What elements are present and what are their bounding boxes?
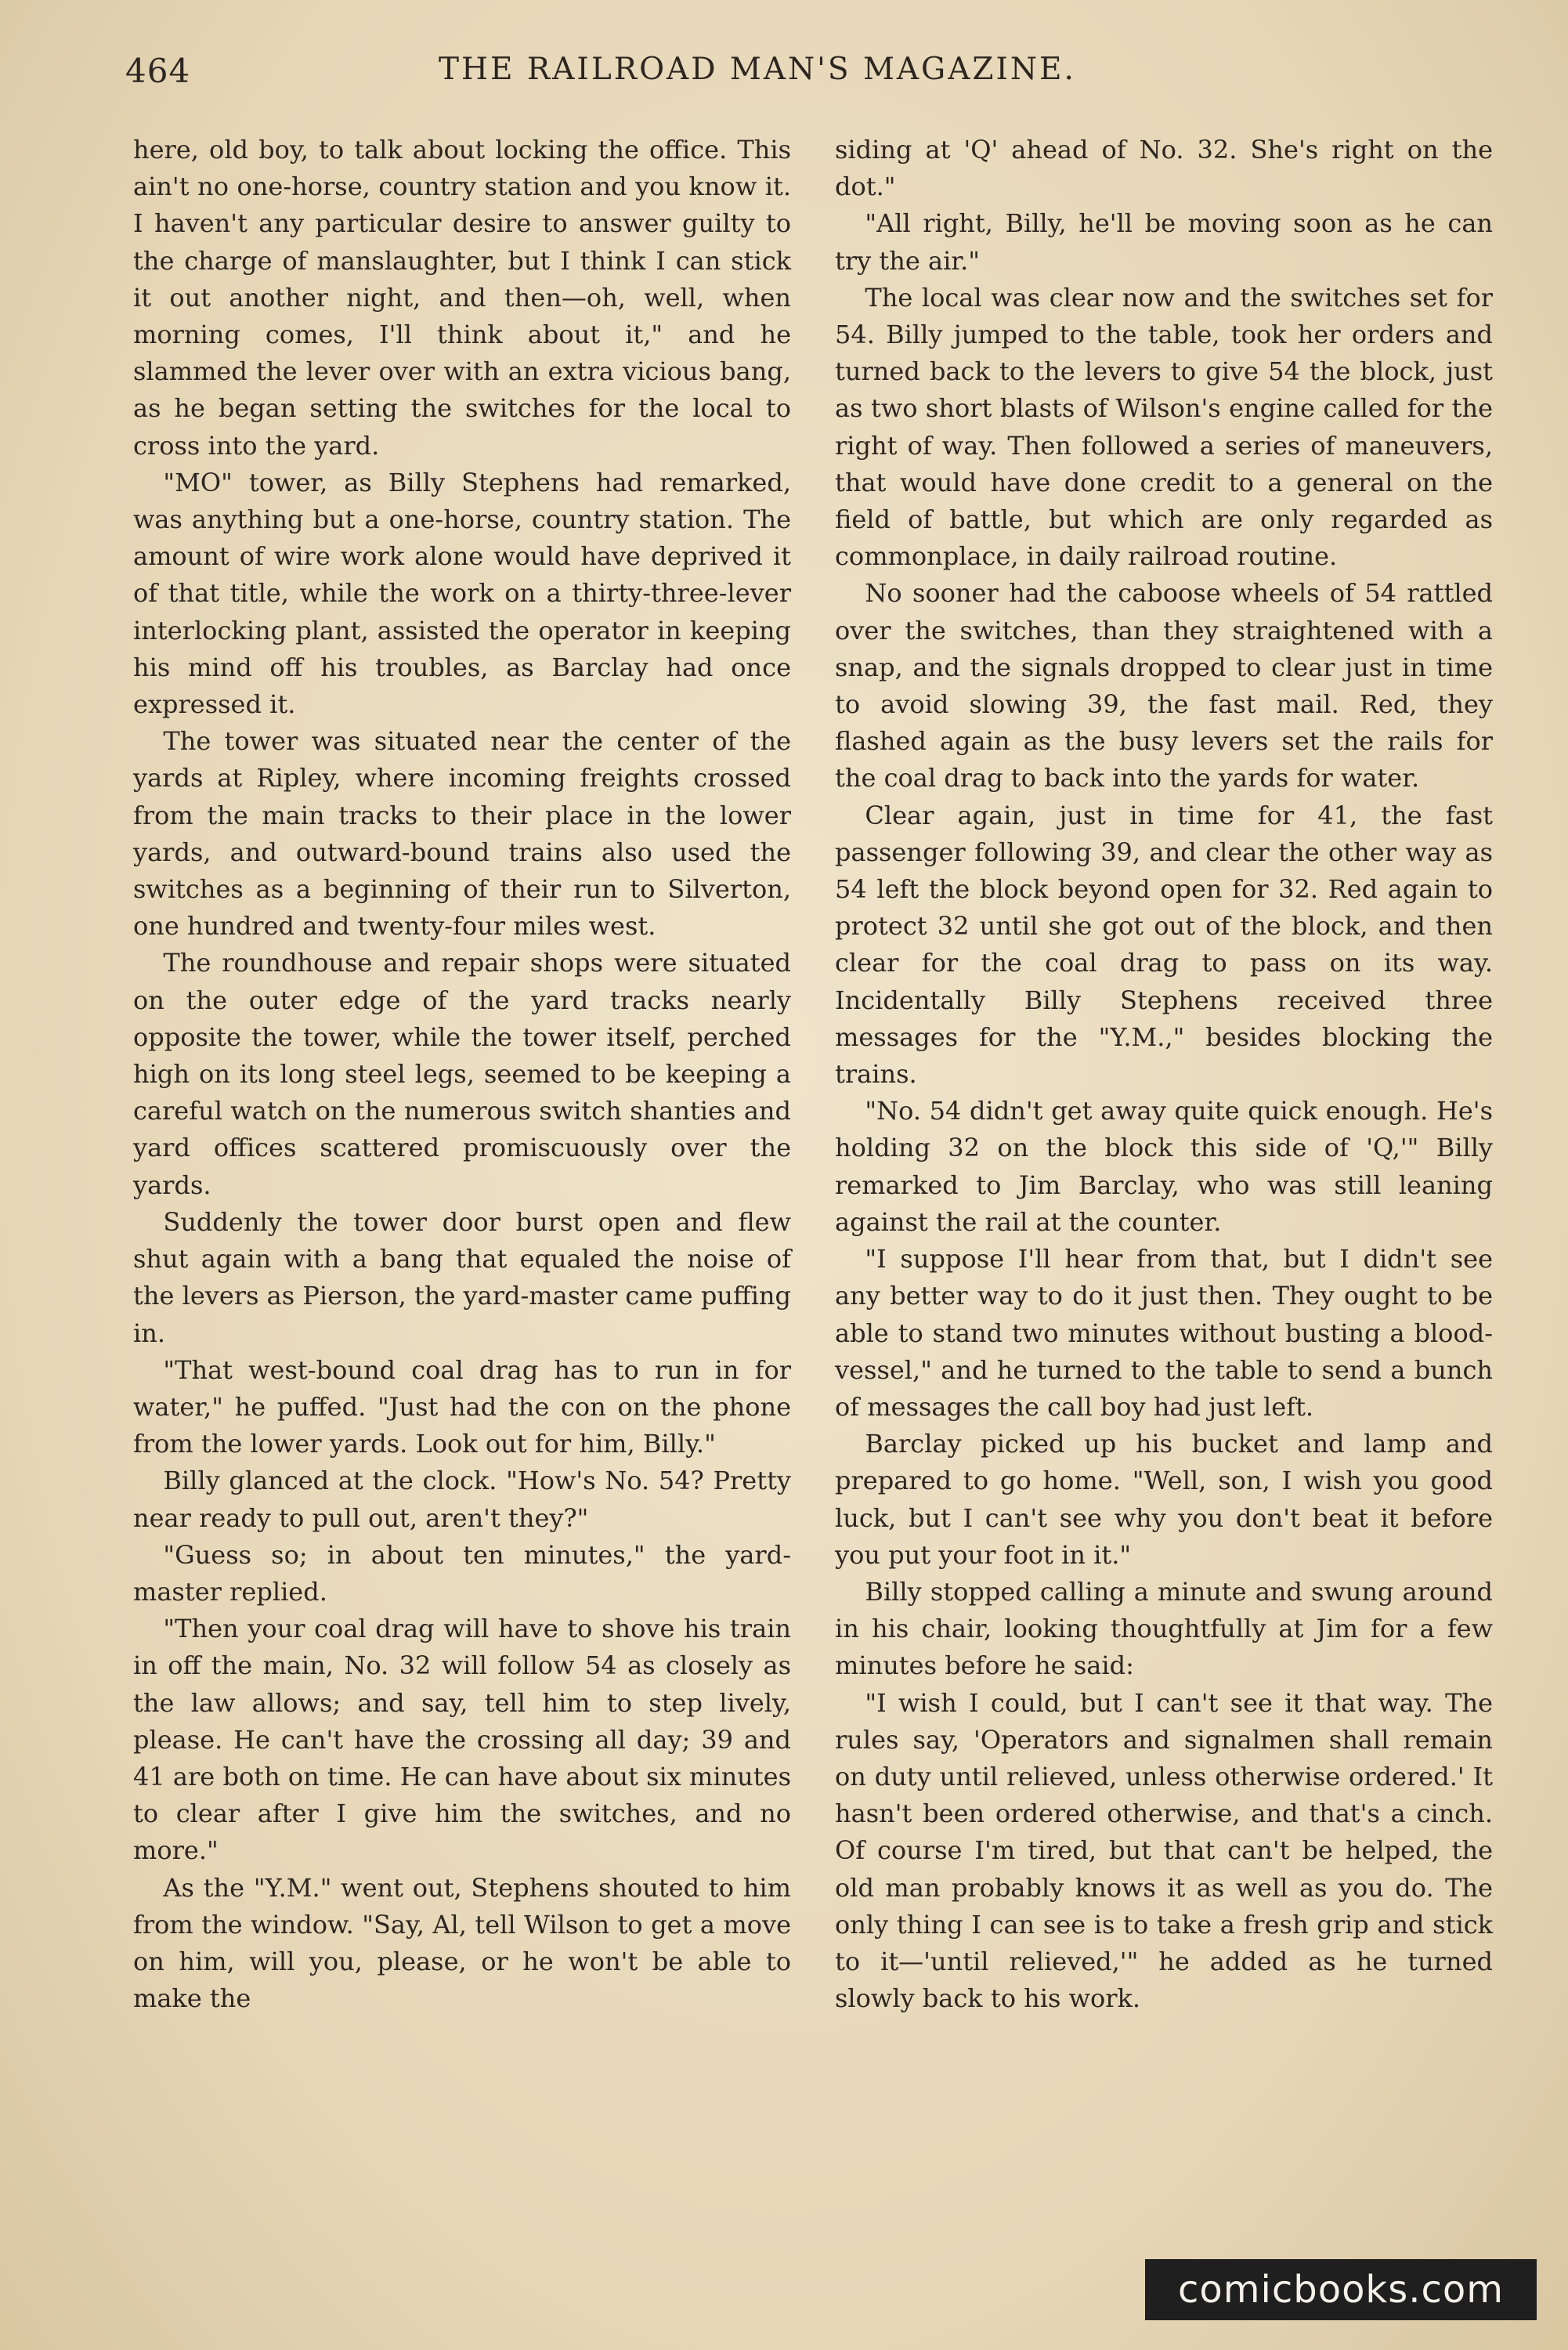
paragraph: Clear again, just in time for 41, the fast passenger following 39, and clear the other way as 54 left the block beyond open for 32. Red again to protect 32 until she got out of the block, and then clear for the coal drag to pass on its way. Incidentally Billy Stephens received three messages for the "Y.M.," besides blocking the trains. bbox=[835, 800, 1493, 1090]
paragraph: "Guess so; in about ten minutes," the yard-master replied. bbox=[133, 1539, 791, 1607]
page-number: 464 bbox=[125, 52, 191, 90]
paragraph: Billy glanced at the clock. "How's No. 54? Pretty near ready to pull out, aren't they?" bbox=[133, 1466, 791, 1533]
paragraph: Suddenly the tower door burst open and flew shut again with a bang that equaled the noise of the levers as Pierson, the yard-master came puffing in. bbox=[133, 1206, 792, 1348]
running-title: THE RAILROAD MAN'S MAGAZINE. bbox=[439, 52, 1076, 87]
paragraph: The tower was situated near the center of the yards at Ripley, where incoming freights crossed from the main tracks to their place in the lower yards, and outward-bound trains also used the switches as a beginning of their run to Silverton, one hundred and twenty-four miles west. bbox=[133, 726, 791, 942]
paragraph: "Then your coal drag will have to shove his train in off the main, No. 32 will follow 54 as closely as the law allows; and say, tell him to step lively, please. He can't have the crossing all day; 39 and 41 are both on time. He can have about six minutes to clear after I give him the switches, and no more." bbox=[133, 1614, 791, 1866]
paragraph: here, old boy, to talk about locking the office. This ain't no one-horse, country station and you know it. I haven't any particular desire to answer guilty to the charge of manslaughter, but I think I can stick it out another night, and then—oh, well, when morning comes, I'll think about it," and he slammed the lever over with an extra vicious bang, as he began setting the switches for the local to cross into the yard. bbox=[133, 135, 791, 461]
paragraph: Billy stopped calling a minute and swung around in his chair, looking thoughtfully at Jim for a few minutes before he said: bbox=[835, 1576, 1493, 1681]
paragraph: The roundhouse and repair shops were situated on the outer edge of the yard tracks nearly opposite the tower, while the tower itself, perched high on its long steel legs, seemed to be keeping a careful watch on the numerous switch shanties and yard offices scattered promiscuously over the yards. bbox=[133, 948, 791, 1200]
paragraph: siding at 'Q' ahead of No. 32. She's right on the dot." bbox=[835, 135, 1493, 202]
paragraph: "That west-bound coal drag has to run in for water," he puffed. "Just had the con on the phone from the lower yards. Look out for him, Billy." bbox=[133, 1354, 791, 1459]
watermark-logo: comicbooks.com bbox=[1145, 2259, 1537, 2320]
paragraph: "I suppose I'll hear from that, but I didn't see any better way to do it just then. They ought to be able to stand two minutes without busting a blood-vessel," and he turned to the table to send a bunch of messages the call boy had just left. bbox=[835, 1244, 1493, 1422]
paragraph: Barclay picked up his bucket and lamp and prepared to go home. "Well, son, I wish you good luck, but I can't see why you don't beat it before you put your foot in it." bbox=[835, 1429, 1493, 1570]
paragraph: "No. 54 didn't get away quite quick enough. He's holding 32 on the block this side of 'Q,'" Billy remarked to Jim Barclay, who was still leaning against the rail at the counter. bbox=[835, 1096, 1493, 1237]
paragraph: "All right, Billy, he'll be moving soon as he can try the air." bbox=[835, 208, 1493, 276]
paragraph: No sooner had the caboose wheels of 54 rattled over the switches, than they straightened with a snap, and the signals dropped to clear just in time to avoid slowing 39, the fast mail. Red, they flashed again as the busy levers set the rails for the coal drag to back into the yards for water. bbox=[835, 578, 1493, 794]
right-column bbox=[835, 132, 1493, 2017]
paragraph: "MO" tower, as Billy Stephens had remarked, was anything but a one-horse, country station. The amount of wire work alone would have deprived it of that title, while the work on a thirty-three-lever interlocking plant, assisted the operator in keeping his mind off his troubles, as Barclay had once expressed it. bbox=[133, 467, 791, 720]
paragraph: The local was clear now and the switches set for 54. Billy jumped to the table, took her orders and turned back to the levers to give 54 the block, just as two short blasts of Wilson's engine called for the right of way. Then followed a series of maneuvers, that would have done credit to a general on the field of battle, but which are only regarded as commonplace, in daily railroad routine. bbox=[835, 282, 1493, 572]
left-column bbox=[133, 132, 791, 2017]
paragraph: As the "Y.M." went out, Stephens shouted to him from the window. "Say, Al, tell Wilson to get a move on him, will you, please, or he won't be able to make the bbox=[133, 1872, 791, 2014]
paragraph: "I wish I could, but I can't see it that way. The rules say, 'Operators and signalmen shall remain on duty until relieved, unless otherwise ordered.' It hasn't been ordered otherwise, and that's a cinch. Of course I'm tired, but that can't be helped, the old man probably knows it as well as you do. The only thing I can see is to take a fresh grip and stick to it—'until relieved,'" he added as he turned slowly back to his work. bbox=[835, 1687, 1493, 2014]
